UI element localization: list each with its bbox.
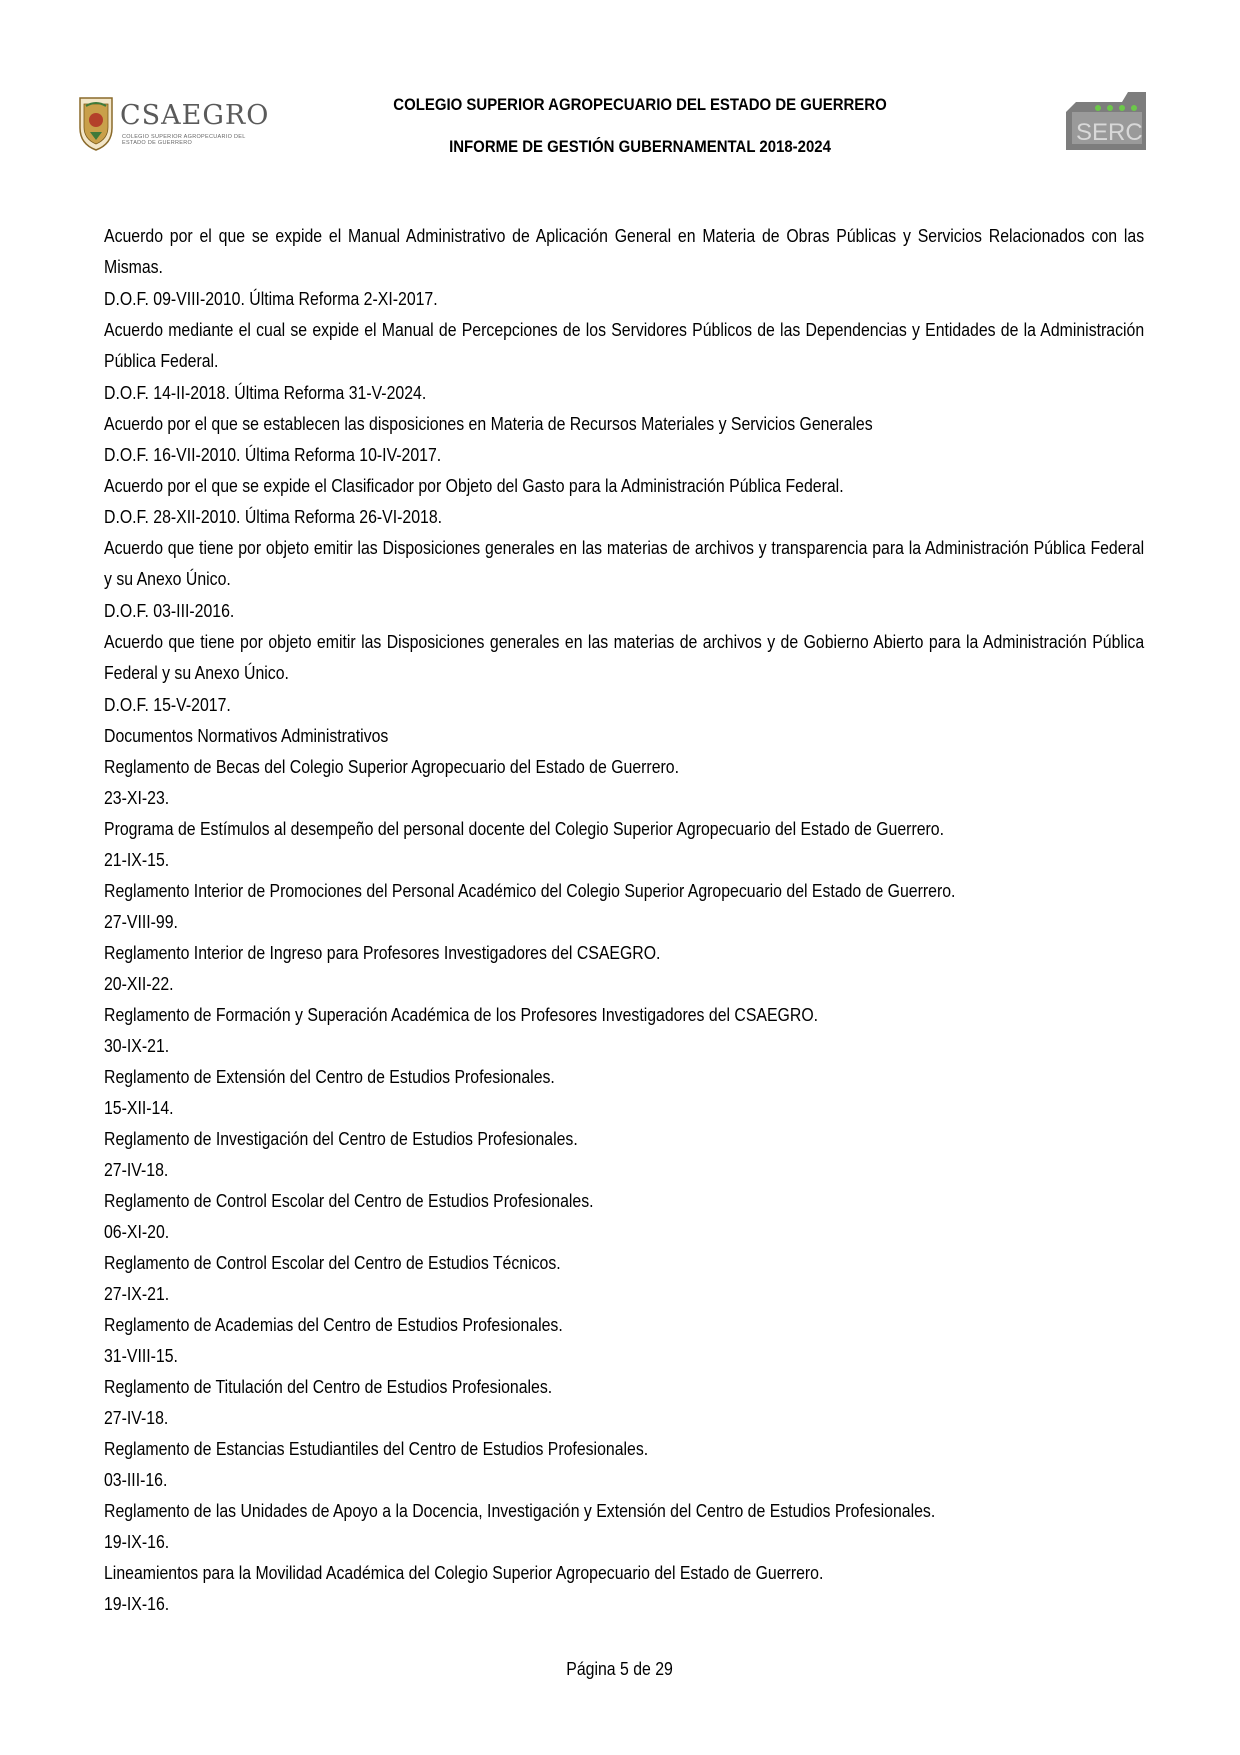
body-paragraph bbox=[104, 1062, 1144, 1093]
body-paragraph bbox=[104, 440, 1144, 471]
paragraph-text: Acuerdo mediante el cual se expide el Manual de Percepciones de los Servidores Públicos de las Dependencias y Entidades de la Administración Pública Federal. bbox=[104, 320, 1145, 372]
paragraph-text: 27-IV-18. bbox=[104, 1408, 169, 1428]
csaegro-logo-subtitle: COLEGIO SUPERIOR AGROPECUARIO DEL ESTADO DE GUERRERO bbox=[122, 134, 246, 146]
body-paragraph bbox=[104, 378, 1144, 409]
paragraph-text: Reglamento de Control Escolar del Centro de Estudios Técnicos. bbox=[104, 1253, 561, 1273]
paragraph-text: 30-IX-21. bbox=[104, 1036, 170, 1056]
paragraph-text: Reglamento de las Unidades de Apoyo a la Docencia, Investigación y Extensión del Centro de Estudios Profesionales. bbox=[104, 1501, 936, 1521]
body-paragraph bbox=[104, 1589, 1144, 1620]
paragraph-text: Reglamento de Titulación del Centro de Estudios Profesionales. bbox=[104, 1377, 553, 1397]
body-paragraph bbox=[104, 1403, 1144, 1434]
body-paragraph bbox=[104, 845, 1144, 876]
body-paragraph bbox=[104, 1248, 1144, 1279]
institution-title: COLEGIO SUPERIOR AGROPECUARIO DEL ESTADO DE GUERRERO bbox=[393, 95, 887, 114]
paragraph-text: 23-XI-23. bbox=[104, 788, 170, 808]
paragraph-text: 06-XI-20. bbox=[104, 1222, 170, 1242]
body-paragraph bbox=[104, 814, 1144, 845]
body-paragraph bbox=[104, 752, 1144, 783]
body-paragraph bbox=[104, 502, 1144, 533]
body-paragraph bbox=[104, 409, 1144, 440]
paragraph-text: Acuerdo por el que se expide el Manual Administrativo de Aplicación General en Materia de Obras Públicas y Servicios Relacionados con las Mismas. bbox=[104, 226, 1145, 278]
paragraph-text: Reglamento de Academias del Centro de Estudios Profesionales. bbox=[104, 1315, 563, 1335]
report-title: INFORME DE GESTIÓN GUBERNAMENTAL 2018-2024 bbox=[449, 137, 831, 156]
paragraph-text: 31-VIII-15. bbox=[104, 1346, 178, 1366]
paragraph-text: 27-IX-21. bbox=[104, 1284, 170, 1304]
csaegro-logo-text: CSAEGRO bbox=[120, 100, 270, 131]
body-paragraph bbox=[104, 1217, 1144, 1248]
body-paragraph bbox=[104, 1372, 1144, 1403]
page-footer bbox=[0, 1659, 1240, 1680]
paragraph-text: 19-IX-16. bbox=[104, 1594, 170, 1614]
paragraph-text: Documentos Normativos Administrativos bbox=[104, 726, 389, 746]
paragraph-text: D.O.F. 03-III-2016. bbox=[104, 601, 235, 621]
body-paragraph bbox=[104, 721, 1144, 752]
paragraph-text: Reglamento de Becas del Colegio Superior Agropecuario del Estado de Guerrero. bbox=[104, 757, 679, 777]
body-paragraph bbox=[104, 1186, 1144, 1217]
paragraph-text: Reglamento Interior de Ingreso para Profesores Investigadores del CSAEGRO. bbox=[104, 943, 661, 963]
body-paragraph bbox=[104, 1558, 1144, 1589]
paragraph-text: Acuerdo que tiene por objeto emitir las Disposiciones generales en las materias de archivos y transparencia para la Administración Pública Federal y su Anexo Único. bbox=[104, 538, 1145, 590]
body-paragraph bbox=[104, 1000, 1144, 1031]
body-paragraph bbox=[104, 533, 1144, 596]
paragraph-text: 15-XII-14. bbox=[104, 1098, 174, 1118]
paragraph-text: Programa de Estímulos al desempeño del personal docente del Colegio Superior Agropecuario del Estado de Guerrero. bbox=[104, 819, 945, 839]
body-paragraph bbox=[104, 783, 1144, 814]
paragraph-text: D.O.F. 14-II-2018. Última Reforma 31-V-2024. bbox=[104, 383, 427, 403]
csaegro-logo bbox=[76, 92, 270, 158]
paragraph-text: Reglamento de Estancias Estudiantiles del Centro de Estudios Profesionales. bbox=[104, 1439, 649, 1459]
body-paragraph bbox=[104, 284, 1144, 315]
body-paragraph bbox=[104, 1434, 1144, 1465]
body-paragraph bbox=[104, 876, 1144, 907]
body-paragraph bbox=[104, 1279, 1144, 1310]
paragraph-text: Reglamento de Extensión del Centro de Estudios Profesionales. bbox=[104, 1067, 555, 1087]
paragraph-text: Acuerdo que tiene por objeto emitir las Disposiciones generales en las materias de archivos y de Gobierno Abierto para la Administración Pública Federal y su Anexo Único. bbox=[104, 632, 1145, 684]
paragraph-text: D.O.F. 15-V-2017. bbox=[104, 695, 231, 715]
paragraph-text: Reglamento de Formación y Superación Académica de los Profesores Investigadores del CSAEGRO. bbox=[104, 1005, 819, 1025]
paragraph-text: Acuerdo por el que se expide el Clasificador por Objeto del Gasto para la Administración Pública Federal. bbox=[104, 476, 844, 496]
paragraph-text: D.O.F. 16-VII-2010. Última Reforma 10-IV-2017. bbox=[104, 445, 442, 465]
paragraph-text: 27-IV-18. bbox=[104, 1160, 169, 1180]
paragraph-text: 27-VIII-99. bbox=[104, 912, 178, 932]
body-paragraph bbox=[104, 1124, 1144, 1155]
body-paragraph bbox=[104, 221, 1144, 284]
body-paragraph bbox=[104, 627, 1144, 690]
body-paragraph bbox=[104, 907, 1144, 938]
body-paragraph bbox=[104, 596, 1144, 627]
paragraph-text: 21-IX-15. bbox=[104, 850, 170, 870]
page-header bbox=[0, 0, 1240, 170]
body-paragraph bbox=[104, 1093, 1144, 1124]
body-paragraph bbox=[104, 969, 1144, 1000]
body-paragraph bbox=[104, 1465, 1144, 1496]
body-paragraph bbox=[104, 1031, 1144, 1062]
paragraph-text: Acuerdo por el que se establecen las disposiciones en Materia de Recursos Materiales y Servicios Generales bbox=[104, 414, 873, 434]
paragraph-text: Reglamento de Investigación del Centro de Estudios Profesionales. bbox=[104, 1129, 578, 1149]
paragraph-text: Reglamento de Control Escolar del Centro de Estudios Profesionales. bbox=[104, 1191, 594, 1211]
serc-logo-icon bbox=[1062, 88, 1150, 158]
body-paragraph bbox=[104, 1310, 1144, 1341]
paragraph-text: D.O.F. 28-XII-2010. Última Reforma 26-VI-2018. bbox=[104, 507, 443, 527]
page-number: Página 5 de 29 bbox=[566, 1659, 674, 1679]
body-paragraph bbox=[104, 690, 1144, 721]
crest-icon bbox=[76, 92, 116, 152]
paragraph-text: 20-XII-22. bbox=[104, 974, 174, 994]
serc-logo bbox=[1062, 88, 1150, 158]
paragraph-text: 03-III-16. bbox=[104, 1470, 168, 1490]
body-paragraph bbox=[104, 471, 1144, 502]
body-paragraph bbox=[104, 1496, 1144, 1527]
body-paragraph bbox=[104, 315, 1144, 378]
body-paragraph bbox=[104, 938, 1144, 969]
body-paragraph bbox=[104, 1527, 1144, 1558]
body-paragraph bbox=[104, 1155, 1144, 1186]
paragraph-text: Lineamientos para la Movilidad Académica del Colegio Superior Agropecuario del Estado de Guerrero. bbox=[104, 1563, 824, 1583]
paragraph-text: 19-IX-16. bbox=[104, 1532, 170, 1552]
document-body bbox=[104, 221, 1144, 1620]
serc-logo-text: SERC bbox=[1076, 119, 1143, 146]
body-paragraph bbox=[104, 1341, 1144, 1372]
paragraph-text: Reglamento Interior de Promociones del Personal Académico del Colegio Superior Agropecuario del Estado de Guerrero. bbox=[104, 881, 956, 901]
paragraph-text: D.O.F. 09-VIII-2010. Última Reforma 2-XI-2017. bbox=[104, 289, 438, 309]
